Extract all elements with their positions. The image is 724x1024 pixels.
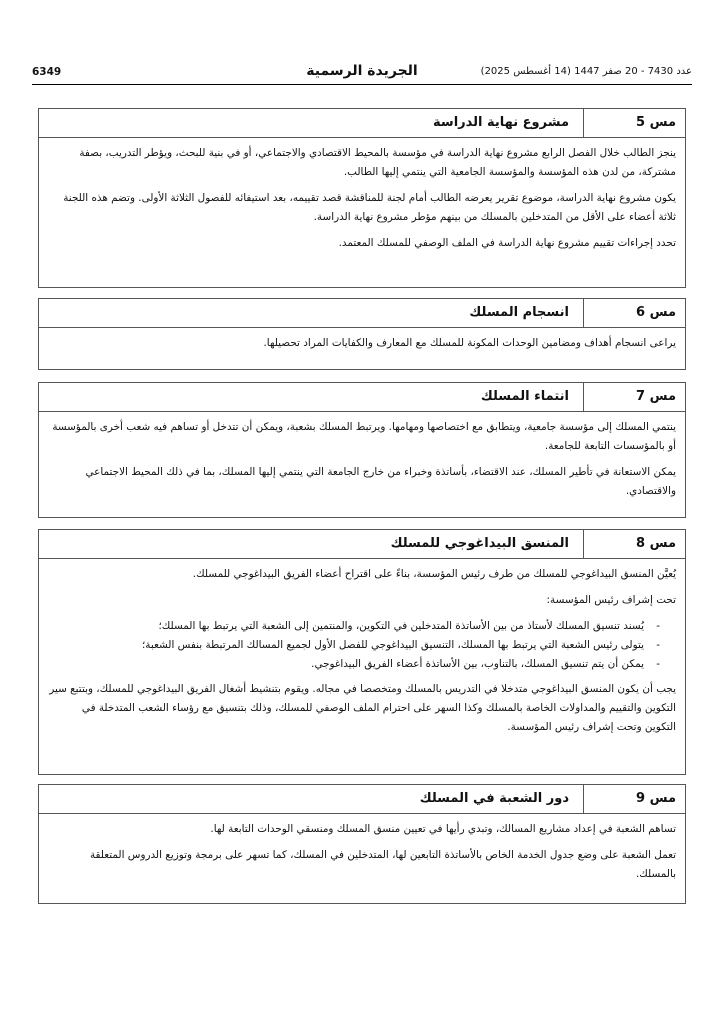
list-item: - يُسند تنسيق المسلك لأستاذ من بين الأساتذة المتدخلين في التكوين، والمنتمين إلى الشعبة التي يرتبط بها المسلك؛ xyxy=(48,617,644,636)
page-header xyxy=(32,62,692,85)
paragraph: يُعيَّن المنسق البيداغوجي للمسلك من طرف رئيس المؤسسة، بناءً على اقتراح أعضاء الفريق البيداغوجي للمسلك. xyxy=(192,568,676,580)
list-item: - يمكن أن يتم تنسيق المسلك، بالتناوب، بين الأساتذة أعضاء الفريق البيداغوجي. xyxy=(48,655,644,674)
article-title: انتماء المسلك xyxy=(480,389,569,404)
article-title: المنسق البيداغوجي للمسلك xyxy=(390,536,569,551)
paragraph: تعمل الشعبة على وضع جدول الخدمة الخاص بالأساتذة التابعين لها، المتدخلين في المسلك، كما تسهر على برمجة وتوزيع الدروس المتعلقة بالمسلك. xyxy=(89,849,676,880)
paragraph: تساهم الشعبة في إعداد مشاريع المسالك، وتبدي رأيها في تعيين منسق المسلك ومنسقي الوحدات التابعة لها. xyxy=(210,823,676,835)
paragraph: يراعى انسجام أهداف ومضامين الوحدات المكونة للمسلك مع المعارف والكفايات المراد تحصيلها. xyxy=(263,337,676,349)
paragraph: يجب أن يكون المنسق البيداغوجي متدخلا في التدريس بالمسلك ومتخصصا في مجاله. ويقوم بتنشيط أشغال الفريق البيداغوجي للمسلك، وبتتبع سير التكوين والتقييم والمداولات الخاصة بالمسلك وكذا السهر على احترام الملف الوصفي للمسلك، وذلك بتنسيق مع رؤساء الشعب المتدخلة في التكوين وتحت إشراف رئيس المؤسسة. xyxy=(49,683,676,733)
article-number: مس 9 xyxy=(583,785,685,813)
article-number: مس 7 xyxy=(583,383,685,411)
article-7 xyxy=(38,382,686,518)
article-9 xyxy=(38,784,686,904)
paragraph: تحدد إجراءات تقييم مشروع نهاية الدراسة في الملف الوصفي للمسلك المعتمد. xyxy=(338,237,676,249)
article-title: مشروع نهاية الدراسة xyxy=(433,115,569,130)
paragraph: تحت إشراف رئيس المؤسسة: xyxy=(546,594,676,606)
issue-info: عدد 7430 - 20 صفر 1447 (14 أغسطس 2025) xyxy=(480,66,692,77)
article-header xyxy=(39,109,685,138)
bullet-list xyxy=(48,617,658,674)
article-6 xyxy=(38,298,686,370)
article-body xyxy=(39,328,685,360)
article-body xyxy=(39,814,685,891)
article-header xyxy=(39,299,685,328)
article-8 xyxy=(38,529,686,775)
article-header xyxy=(39,785,685,814)
page-number: 6349 xyxy=(32,66,62,78)
paragraph: يكون مشروع نهاية الدراسة، موضوع تقرير يعرضه الطالب أمام لجنة للمناقشة قصد تقييمه، بعد استيفائه للفصول الثلاثة الأولى. وتضم هذه اللجنة ثلاثة أعضاء على الأقل من المتدخلين بالمسلك من بينهم مؤطر مشروع نهاية الدراسة. xyxy=(63,192,676,223)
article-title: انسجام المسلك xyxy=(469,305,569,320)
article-header xyxy=(39,530,685,559)
article-5 xyxy=(38,108,686,288)
article-body xyxy=(39,138,685,260)
paragraph: ينتمي المسلك إلى مؤسسة جامعية، ويتطابق مع اختصاصها ومهامها. ويرتبط المسلك بشعبة، ويمكن أن تتدخل أو تساهم فيه شعب أخرى بالمؤسسة أو بالمؤسسات التابعة للجامعة. xyxy=(52,421,676,452)
article-title: دور الشعبة في المسلك xyxy=(419,791,569,806)
article-header xyxy=(39,383,685,412)
paragraph: ينجز الطالب خلال الفصل الرابع مشروع نهاية الدراسة في مؤسسة بالمحيط الاقتصادي والاجتماعي، أو في بنية للبحث، ويؤطر التدريب، بصفة مشتركة، من لدن هذه المؤسسة والمؤسسة الجامعية التي ينتمي إليها الطالب. xyxy=(79,147,676,178)
article-number: مس 6 xyxy=(583,299,685,327)
journal-title: الجريدة الرسمية xyxy=(306,63,418,79)
list-item: - يتولى رئيس الشعبة التي يرتبط بها المسلك، التنسيق البيداغوجي للفصل الأول لجميع المسالك المرتبطة بنفس الشعبة؛ xyxy=(48,636,644,655)
article-number: مس 5 xyxy=(583,109,685,137)
paragraph: يمكن الاستعانة في تأطير المسلك، عند الاقتضاء، بأساتذة وخبراء من خارج الجامعة التي ينتمي إليها المسلك، بما في ذلك المحيط الاجتماعي والاقتصادي. xyxy=(85,466,676,497)
article-number: مس 8 xyxy=(583,530,685,558)
article-body xyxy=(39,412,685,508)
article-body xyxy=(39,559,685,744)
